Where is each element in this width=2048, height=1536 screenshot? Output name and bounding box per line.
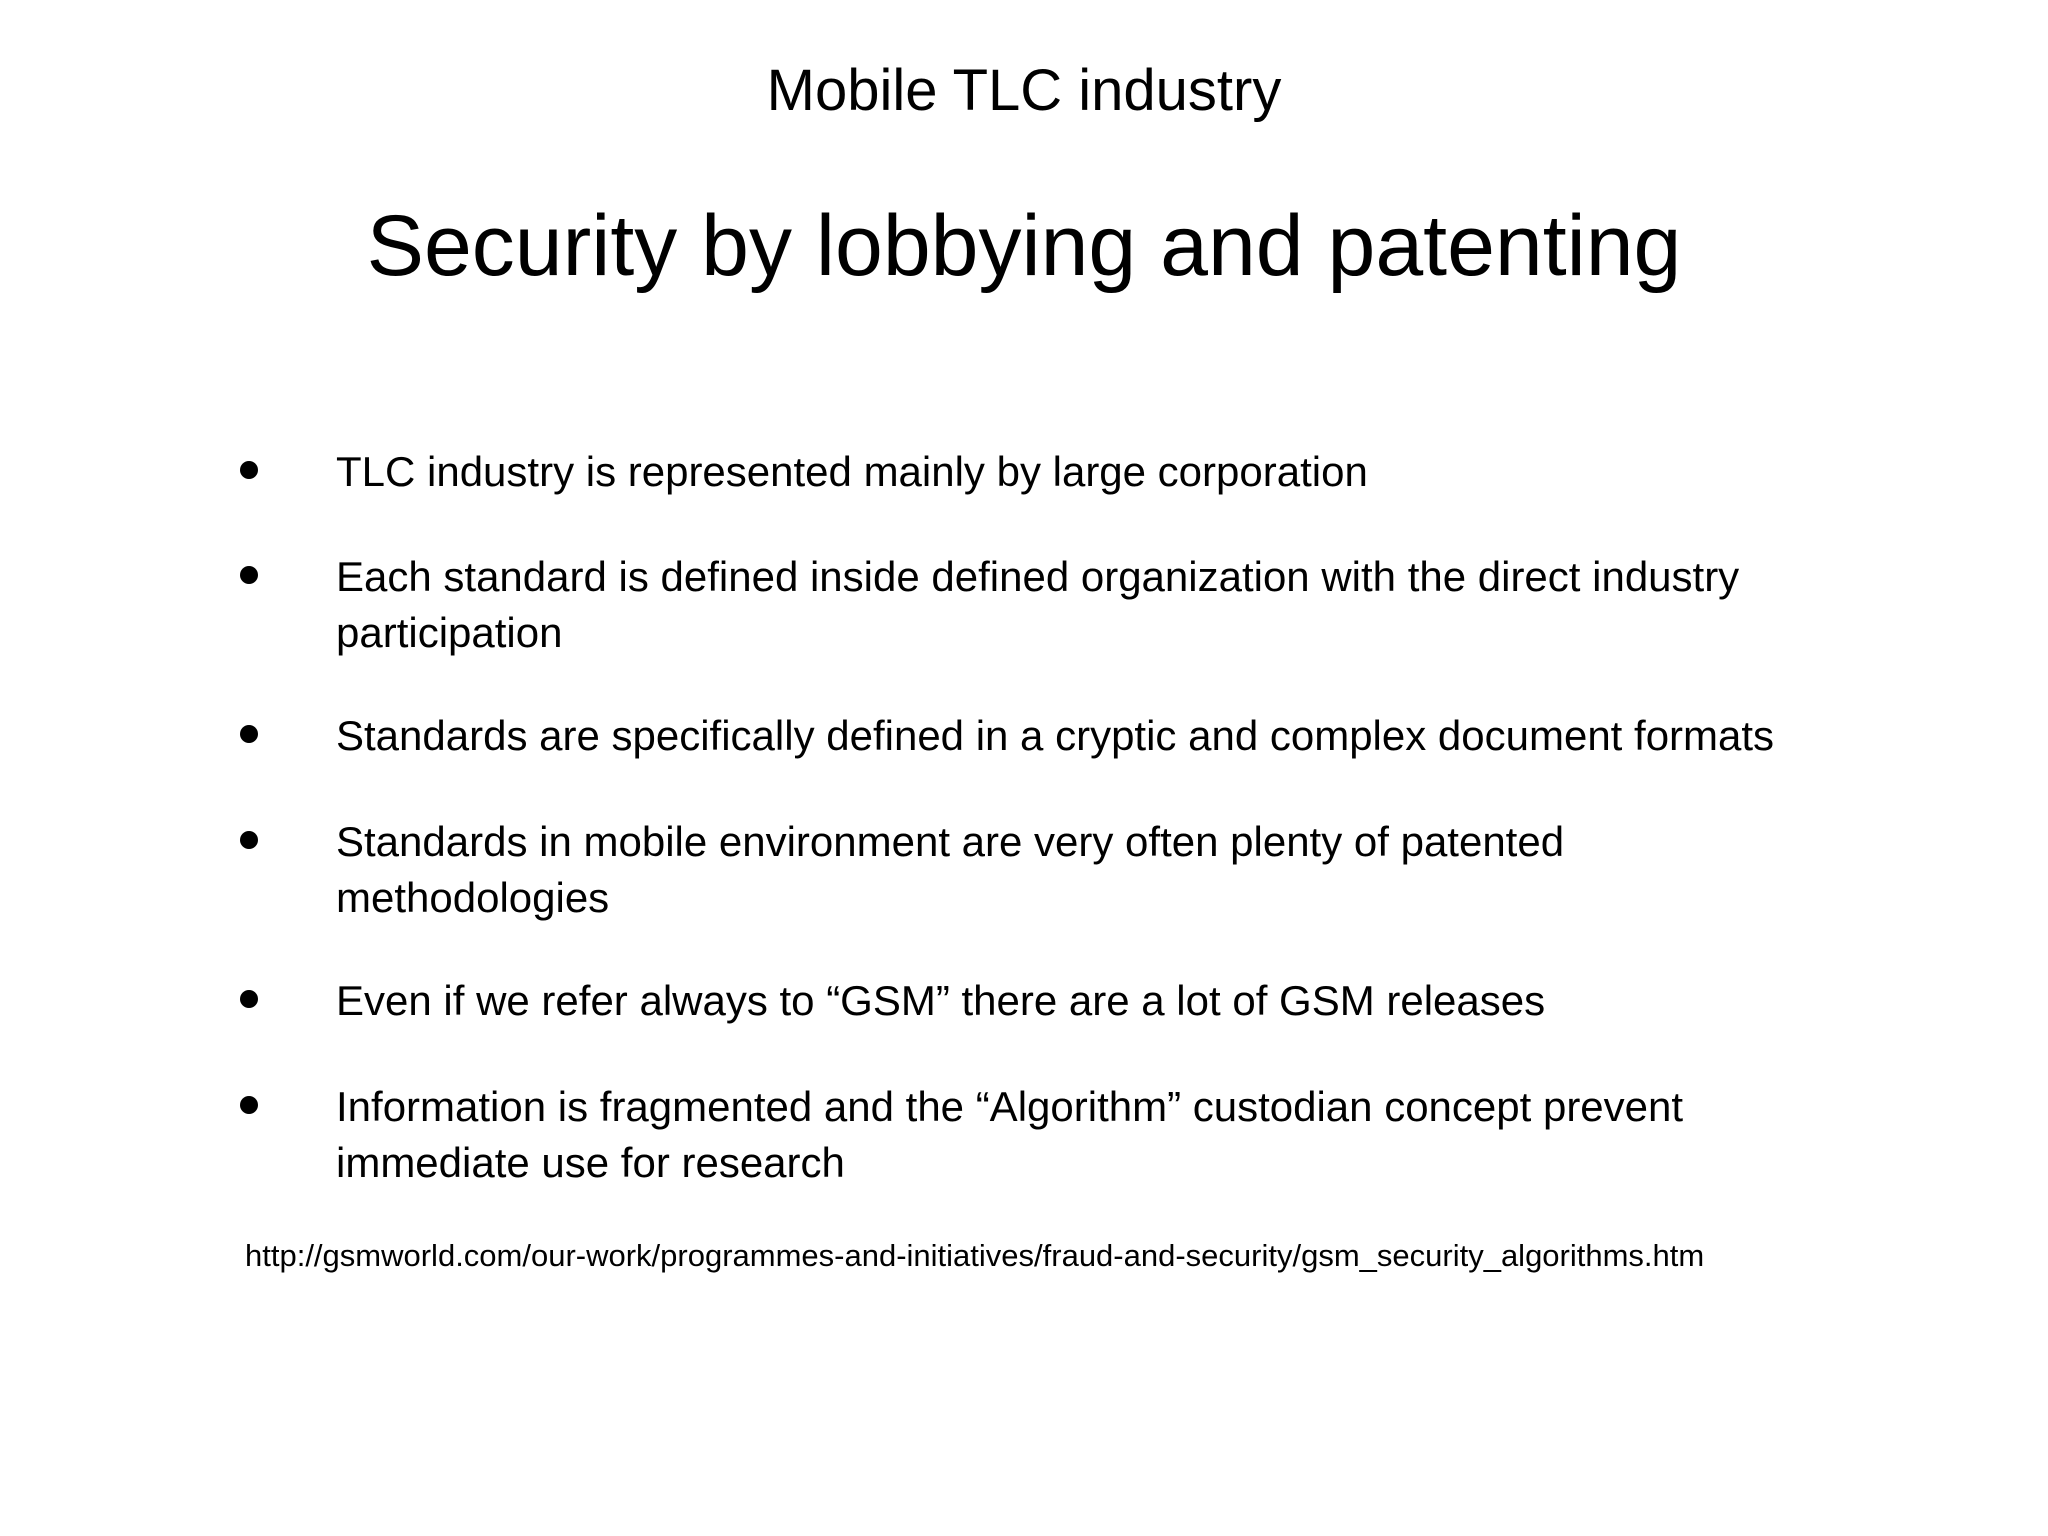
bullet-text: Even if we refer always to “GSM” there are a lot of GSM releases [336, 977, 1546, 1024]
bullet-text: Each standard is defined inside defined organization with the direct industry participation [336, 553, 1740, 656]
bullet-text: TLC industry is represented mainly by large corporation [336, 448, 1368, 495]
bullet-dot-icon [240, 1096, 258, 1114]
bullet-text: Information is fragmented and the “Algorithm” custodian concept prevent immediate use for research [336, 1083, 1684, 1186]
bullet-dot-icon [240, 461, 258, 479]
slide-title: Security by lobbying and patenting [366, 198, 1682, 294]
bullet-text: Standards are specifically defined in a cryptic and complex document formats [336, 712, 1775, 759]
bullet-text: Standards in mobile environment are very often plenty of patented methodologies [336, 818, 1565, 921]
source-link[interactable]: http://gsmworld.com/our-work/programmes-and-initiatives/fraud-and-security/gsm_security_algorithms.htm [245, 1238, 1705, 1273]
bullet-dot-icon [240, 566, 258, 584]
bullet-dot-icon [240, 990, 258, 1008]
slide-kicker: Mobile TLC industry [766, 58, 1282, 123]
bullet-dot-icon [240, 725, 258, 743]
bullet-dot-icon [240, 831, 258, 849]
